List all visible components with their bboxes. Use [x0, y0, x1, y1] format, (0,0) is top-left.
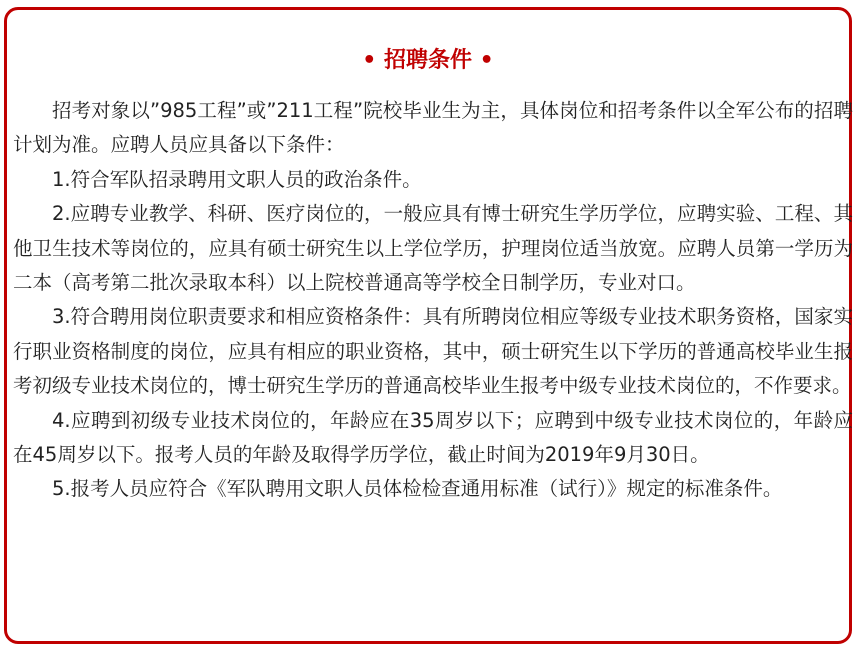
condition-5: 5.报考人员应符合《军队聘用文职人员体检检查通用标准（试行）》规定的标准条件。: [52, 477, 783, 501]
recruitment-card: [4, 7, 852, 644]
section-heading: • 招聘条件 •: [362, 48, 494, 73]
condition-4: 4.应聘到初级专业技术岗位的，年龄应在35周岁以下；应聘到中级专业技术岗位的，年龄应在45周岁以下。报考人员的年龄及取得学历学位，截止时间为2019年9月30日。: [13, 408, 853, 467]
article-body: [13, 94, 853, 507]
condition-2: 2.应聘专业教学、科研、医疗岗位的，一般应具有博士研究生学历学位，应聘实验、工程、其他卫生技术等岗位的，应具有硕士研究生以上学位学历，护理岗位适当放宽。应聘人员第一学历为二本（高考第二批次录取本科）以上院校普通高等学校全日制学历，专业对口。: [13, 202, 853, 295]
intro-paragraph: 招考对象以”985工程”或”211工程”院校毕业生为主，具体岗位和招考条件以全军公布的招聘计划为准。应聘人员应具备以下条件：: [13, 99, 853, 157]
condition-1: 1.符合军队招录聘用文职人员的政治条件。: [52, 167, 422, 191]
condition-3: 3.符合聘用岗位职责要求和相应资格条件：具有所聘岗位相应等级专业技术职务资格，国家实行职业资格制度的岗位，应具有相应的职业资格，其中，硕士研究生以下学历的普通高校毕业生报考初级专业技术岗位的，博士研究生学历的普通高校毕业生报考中级专业技术岗位的，不作要求。: [13, 305, 853, 398]
